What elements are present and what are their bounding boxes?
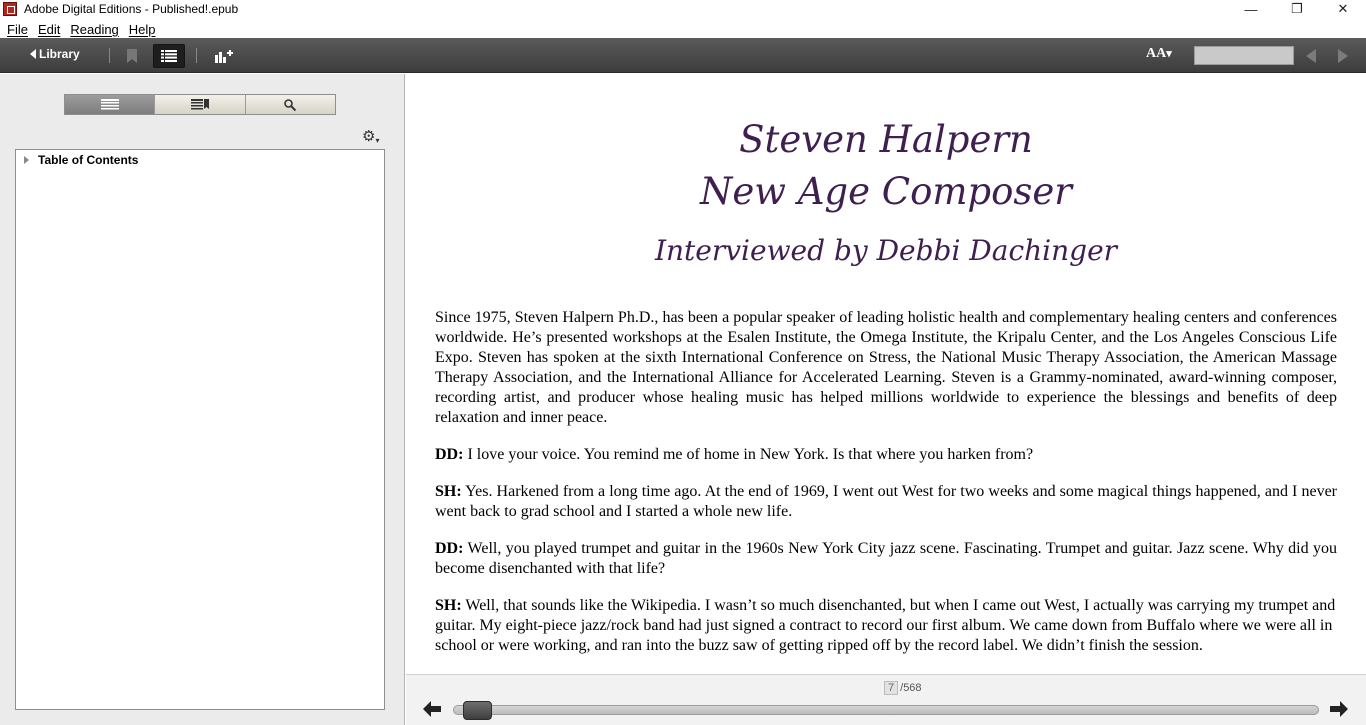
magnifier-icon <box>284 99 296 111</box>
next-page-icon[interactable] <box>1338 49 1348 63</box>
menu-reading[interactable]: Reading <box>70 21 119 37</box>
speaker-label: SH: <box>435 597 462 614</box>
toc-label: Table of Contents <box>38 153 139 167</box>
previous-page-icon[interactable] <box>1306 49 1316 63</box>
gear-icon[interactable]: ⚙▾ <box>362 128 380 145</box>
sidebar <box>0 74 405 725</box>
font-size-button[interactable] <box>1146 46 1172 62</box>
page-separator: / <box>900 682 904 694</box>
toolbar-divider <box>196 48 197 63</box>
arrow-left-icon[interactable] <box>423 701 441 717</box>
window-controls <box>1228 0 1366 18</box>
title-bar <box>0 0 1366 18</box>
book-subtitle: Interviewed by Debbi Dachinger <box>654 234 1118 267</box>
book-body <box>435 308 1337 673</box>
dialogue-paragraph <box>435 596 1337 656</box>
book-title-line1: Steven Halpern <box>739 118 1033 161</box>
menu-bar <box>0 20 1366 38</box>
dialogue-text: Well, you played trumpet and guitar in the 1960s New York City jazz scene. Fascinating. Trumpet and guitar. Jazz scene. Why did you become disenchanted with that life? <box>435 540 1337 577</box>
menu-file[interactable]: File <box>7 21 28 37</box>
tab-search[interactable] <box>245 95 335 114</box>
close-button[interactable]: ✕ <box>1337 1 1349 16</box>
expand-triangle-icon[interactable] <box>24 156 29 164</box>
toc-panel <box>15 149 385 710</box>
speaker-label: DD: <box>435 446 464 463</box>
dialogue-text: Yes. Harkened from a long time ago. At the end of 1969, I went out West for two weeks and some magical things happened, and I never went back to grad school and I started a whole new life. <box>435 483 1337 520</box>
bookmark-icon <box>127 49 137 63</box>
page-indicator <box>884 681 922 695</box>
chevron-down-icon: ▾ <box>1166 48 1172 60</box>
speaker-label: SH: <box>435 483 462 500</box>
dialogue-paragraph <box>435 445 1337 465</box>
tab-bookmarks[interactable] <box>154 95 244 114</box>
progress-slider-thumb[interactable] <box>463 701 492 720</box>
tab-table-of-contents[interactable] <box>65 95 154 114</box>
back-triangle-icon <box>30 49 36 59</box>
menu-help[interactable]: Help <box>128 21 156 37</box>
toolbar-divider <box>109 48 110 63</box>
dialogue-text: Well, that sounds like the Wikipedia. I wasn’t so much disenchanted, but when I came out West, I actually was carrying my trumpet and guitar. My eight-piece jazz/rock band had just signed a contract to record our first album. We came down from Buffalo where we were all in school or were working, and ran into the buzz saw of getting ripped off by the record label. We didn’t finish the session. <box>435 597 1336 654</box>
toc-icon <box>101 99 119 110</box>
total-pages: 568 <box>903 682 922 694</box>
font-size-label: AA <box>1146 46 1167 61</box>
dialogue-paragraph <box>435 482 1337 522</box>
bookmark-button[interactable] <box>116 44 148 68</box>
menu-edit[interactable]: Edit <box>37 21 61 37</box>
bar-chart-plus-icon <box>215 49 233 63</box>
intro-paragraph: Since 1975, Steven Halpern Ph.D., has been a popular speaker of leading holistic health and complementary healing centers and conferences worldwide. He’s presented workshops at the Esalen Institute, the Omega Institute, the Kripalu Center, and the Los Angeles Conscious Life Expo. Steven has spoken at the sixth International Conference on Stress, the National Music Therapy Association, the American Massage Therapy Association, and the International Alliance for Accelerated Learning. Steven is a Grammy-nominated, award-winning composer, recording artist, and producer whose healing music has helped millions worldwide to experience the blessings and benefits of deep relaxation and inner peace. <box>435 309 1337 426</box>
app-icon <box>3 2 17 16</box>
bookmark-list-icon <box>191 99 209 110</box>
toc-item[interactable] <box>24 153 138 167</box>
book-title-line2: New Age Composer <box>700 170 1072 213</box>
current-page-field[interactable]: 7 <box>884 681 898 695</box>
speaker-label: DD: <box>435 540 464 557</box>
sidebar-view-switcher <box>64 94 336 115</box>
maximize-button[interactable]: ❐ <box>1291 1 1303 16</box>
library-label: Library <box>39 47 80 61</box>
window-title: Adobe Digital Editions - Published!.epub <box>24 2 239 16</box>
dialogue-text: I love your voice. You remind me of home in New York. Is that where you harken from? <box>463 446 1034 463</box>
add-to-library-button[interactable] <box>208 44 240 68</box>
page-navigation-bar <box>406 674 1366 725</box>
reading-view-button[interactable] <box>153 44 185 68</box>
library-button[interactable] <box>30 47 80 61</box>
toolbar <box>0 38 1366 73</box>
reading-pane <box>406 74 1366 674</box>
search-input[interactable] <box>1194 46 1294 65</box>
list-icon <box>161 50 177 62</box>
dialogue-paragraph <box>435 539 1337 579</box>
arrow-right-icon[interactable] <box>1330 701 1348 717</box>
minimize-button[interactable]: — <box>1244 1 1258 17</box>
progress-slider-track[interactable] <box>453 705 1319 715</box>
